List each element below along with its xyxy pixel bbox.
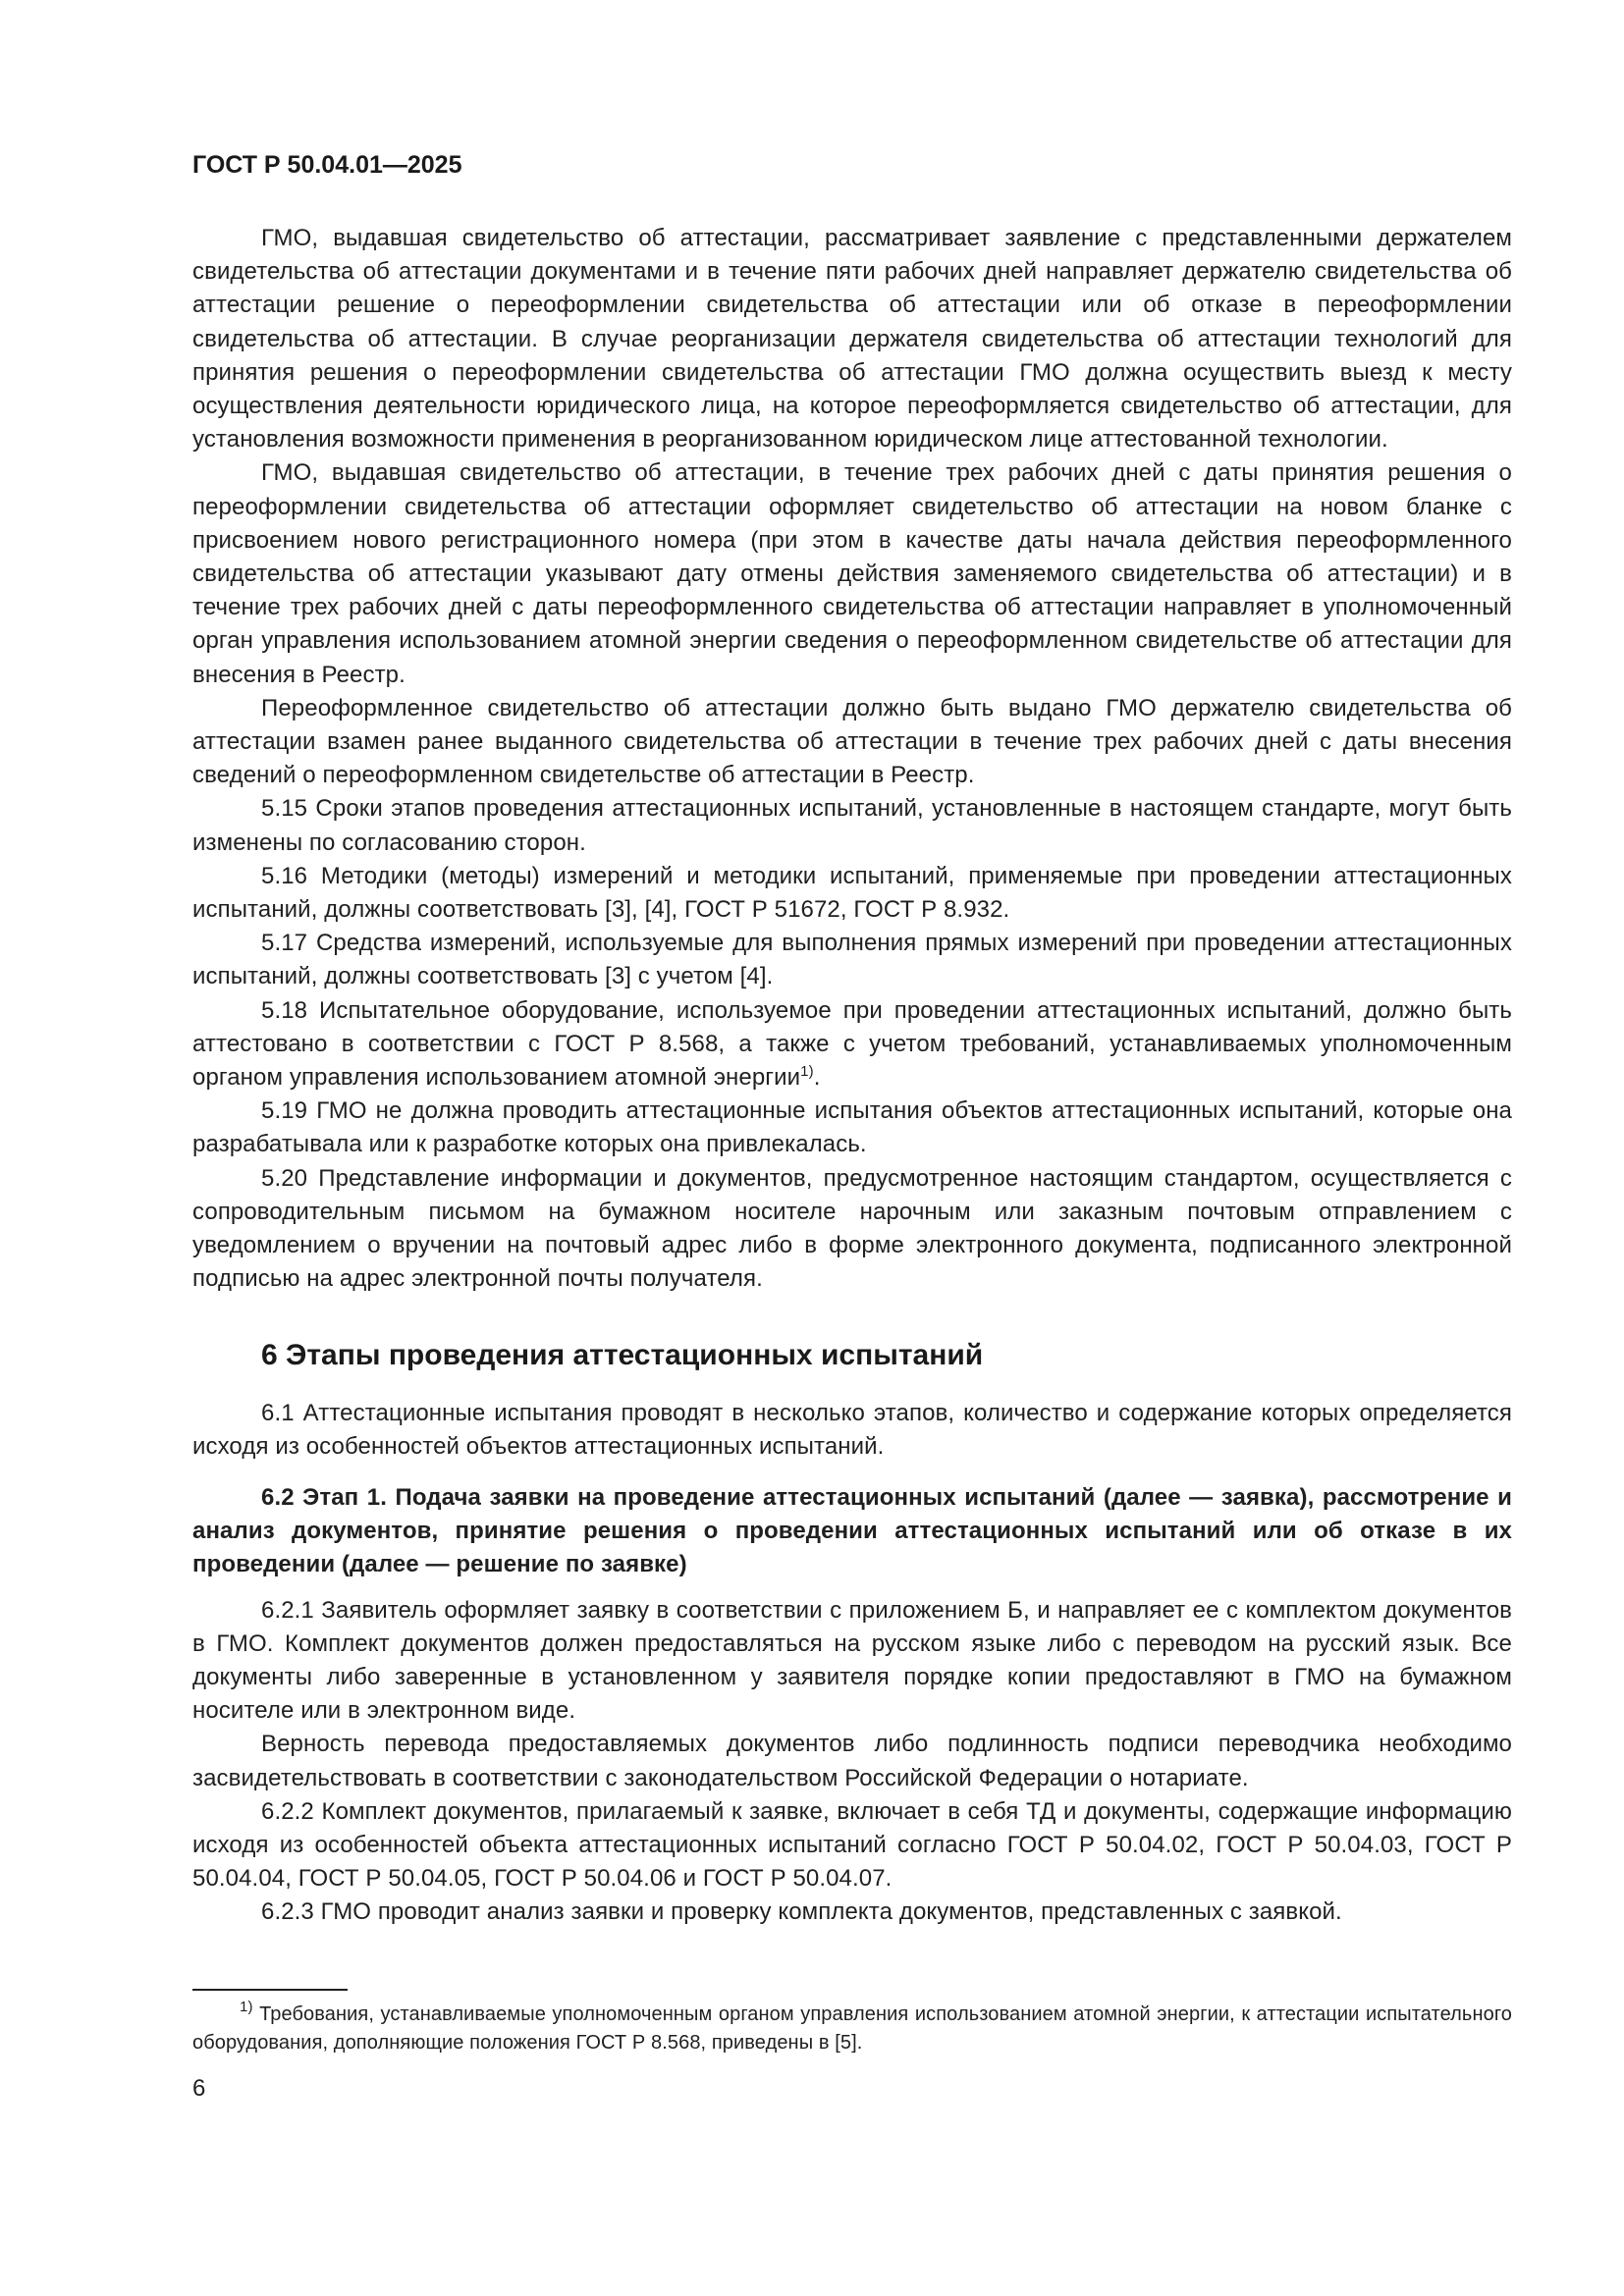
footnote-marker: 1) [240, 1998, 253, 2015]
paragraph: Верность перевода предоставляемых документов либо подлинность подписи переводчика необходимо засвидетельствовать в соответствии с законодательством Российской Федерации о нотариате. [192, 1731, 1512, 1791]
paragraph: Переоформленное свидетельство об аттестации должно быть выдано ГМО держателю свидетельства об аттестации взамен ранее выданного свидетельства об аттестации в течение трех рабочих дней с даты внесения сведений о переоформленном свидетельстве об аттестации в Реестр. [192, 694, 1512, 789]
paragraph-5-17: 5.17 Средства измерений, используемые для выполнения прямых измерений при проведении аттестационных испытаний, должны соответствовать [3] с учетом [4]. [192, 930, 1512, 990]
footnote-text: Требования, устанавливаемые уполномоченным органом управления использованием атомной энергии, к аттестации испытательного оборудования, дополняющие положения ГОСТ Р 8.568, приведены в [5]. [192, 2002, 1512, 2054]
paragraph-6-2-3: 6.2.3 ГМО проводит анализ заявки и проверку комплекта документов, представленных с заявкой. [261, 1898, 1342, 1926]
paragraph: ГМО, выдавшая свидетельство об аттестации, рассматривает заявление с представленными держателем свидетельства об аттестации документами и в течение пяти рабочих дней направляет держателю свидетельства об аттестации решение о переоформлении свидетельства об аттестации или об отказе в переоформлении свидетельства об аттестации. В случае реорганизации держателя свидетельства об аттестации технологий для принятия решения о переоформлении свидетельства об аттестации ГМО должна осуществить выезд к месту осуществления деятельности юридического лица, на которое переоформляется свидетельство об аттестации, для установления возможности применения в реорганизованном юридическом лице аттестованной технологии. [192, 225, 1512, 454]
page-number: 6 [192, 2074, 206, 2102]
paragraph-5-18-end: . [813, 1064, 821, 1092]
paragraph-5-19: 5.19 ГМО не должна проводить аттестационные испытания объектов аттестационных испытаний, которые она разрабатывала или к разработке которых она привлекалась. [192, 1097, 1512, 1158]
paragraph-6-2-1: 6.2.1 Заявитель оформляет заявку в соответствии с приложением Б, и направляет ее с комплектом документов в ГМО. Комплект документов должен предоставляться на русском языке либо с переводом на русский язык. Все документы либо заверенные в установленном у заявителя порядке копии предоставляют в ГМО на бумажном носителе или в электронном виде. [192, 1596, 1512, 1725]
paragraph-5-15: 5.15 Сроки этапов проведения аттестационных испытаний, установленные в настоящем стандарте, могут быть изменены по согласованию сторон. [192, 795, 1512, 856]
document-header: ГОСТ Р 50.04.01—2025 [192, 151, 462, 179]
paragraph: ГМО, выдавшая свидетельство об аттестации, в течение трех рабочих дней с даты принятия решения о переоформлении свидетельства об аттестации оформляет свидетельство об аттестации на новом бланке с присвоением нового регистрационного номера (при этом в качестве даты начала действия переоформленного свидетельства об аттестации указывают дату отмены действия заменяемого свидетельства об аттестации) и в течение трех рабочих дней с даты переоформленного свидетельства об аттестации направляет в уполномоченный орган управления использованием атомной энергии сведения о переоформленном свидетельстве об аттестации для внесения в Реестр. [192, 459, 1512, 688]
paragraph-5-20: 5.20 Представление информации и документов, предусмотренное настоящим стандартом, осуществляется с сопроводительным письмом на бумажном носителе нарочным или заказным почтовым отправлением с уведомлением о вручении на почтовый адрес либо в форме электронного документа, подписанного электронной подписью на адрес электронной почты получателя. [192, 1164, 1512, 1293]
section-6-title: 6 Этапы проведения аттестационных испытаний [261, 1338, 984, 1371]
paragraph-5-18-text: 5.18 Испытательное оборудование, используемое при проведении аттестационных испытаний, должно быть аттестовано в соответствии с ГОСТ Р 8.568, а также с учетом требований, устанавливаемых уполномоченным органом управления использованием атомной энергии [192, 996, 1512, 1092]
paragraph-6-2-heading: 6.2 Этап 1. Подача заявки на проведение аттестационных испытаний (далее — заявка), рассмотрение и анализ документов, принятие решения о проведении аттестационных испытаний или об отказе в их проведении (далее — решение по заявке) [192, 1483, 1512, 1578]
footnote-reference[interactable]: 1) [800, 1063, 814, 1081]
document-page [192, 147, 1512, 2105]
paragraph-6-1: 6.1 Аттестационные испытания проводят в несколько этапов, количество и содержание которых определяется исходя из особенностей объектов аттестационных испытаний. [192, 1399, 1512, 1460]
footnote-divider [192, 1989, 348, 1991]
paragraph-6-2-2: 6.2.2 Комплект документов, прилагаемый к заявке, включает в себя ТД и документы, содержащие информацию исходя из особенностей объекта аттестационных испытаний согласно ГОСТ Р 50.04.02, ГОСТ Р 50.04.03, ГОСТ Р 50.04.04, ГОСТ Р 50.04.05, ГОСТ Р 50.04.06 и ГОСТ Р 50.04.07. [192, 1797, 1512, 1893]
paragraph-5-18 [192, 994, 1512, 1095]
footnote [192, 1998, 1512, 2057]
paragraph-5-16: 5.16 Методики (методы) измерений и методики испытаний, применяемые при проведении аттестационных испытаний, должны соответствовать [3], [4], ГОСТ Р 51672, ГОСТ Р 8.932. [192, 862, 1512, 924]
